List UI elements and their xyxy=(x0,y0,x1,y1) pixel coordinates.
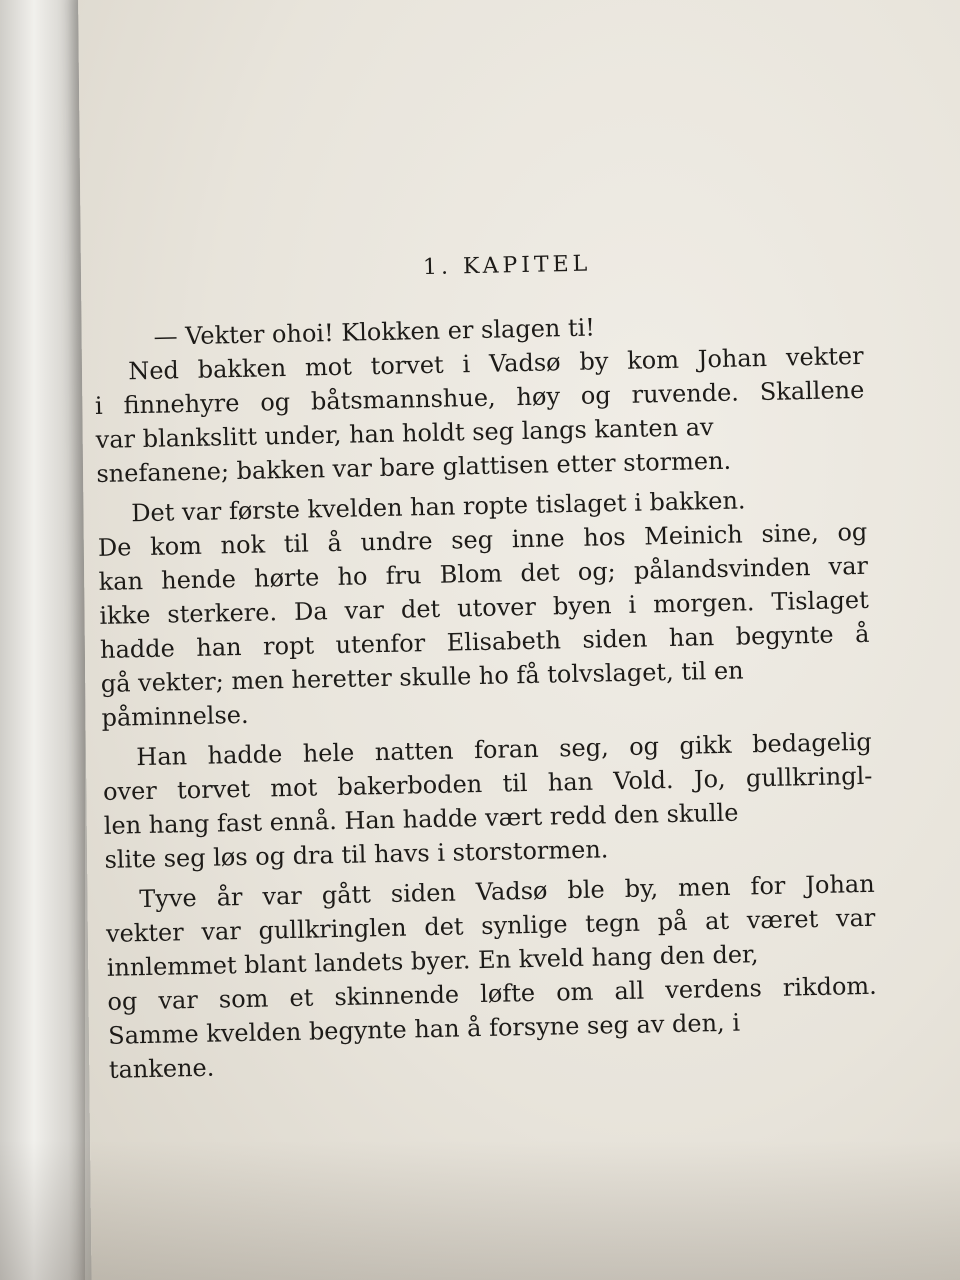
text-line: kan hende hørte ho fru Blom det og; pålandsvinden var xyxy=(98,551,869,596)
text-line: Han hadde hele natten foran seg, og gikk bedagelig xyxy=(136,727,872,772)
text-line: innlemmet blant landets byer. En kveld hang den der, xyxy=(106,940,759,982)
text-line: påminnelse. xyxy=(101,700,249,732)
paragraph xyxy=(97,480,902,735)
text-line: Tyve år var gått siden Vadsø ble by, men for Johan xyxy=(139,869,875,914)
text-line: var blankslitt under, han holdt seg langs kanten av xyxy=(95,413,714,454)
left-page-edge xyxy=(0,0,85,1280)
text-line: ikke sterkere. Da var det utover byen i morgen. Tislaget xyxy=(99,585,869,630)
text-line: Det var første kvelden han ropte tislaget i bakken. xyxy=(130,486,746,528)
text-line: Samme kvelden begynte han å forsyne seg av den, i xyxy=(107,1008,741,1050)
paragraph xyxy=(94,338,897,491)
text-line: hadde han ropt utenfor Elisabeth siden han begynte å xyxy=(99,619,870,664)
text-line: De kom nok til å undre seg inne hos Meinich sine, og xyxy=(97,517,868,562)
text-line: slite seg løs og dra til havs i storstormen. xyxy=(104,835,609,874)
text-line: tankene. xyxy=(108,1053,215,1084)
chapter-title: 1. KAPITEL xyxy=(422,251,592,281)
text-line: over torvet mot bakerboden til han Vold. Jo, gullkringl- xyxy=(102,761,873,806)
text-line: — Vekter ohoi! Klokken er slagen ti! xyxy=(153,313,596,351)
text-line: og var som et skinnende løfte om all verdens rikdom. xyxy=(107,971,878,1016)
paragraph xyxy=(105,866,909,1087)
text-line: i finnehyre og båtsmannshue, høy og ruvende. Skallene xyxy=(94,375,865,420)
text-line: gå vekter; men heretter skulle ho få tolvslaget, til en xyxy=(100,656,744,698)
text-line: Ned bakken mot torvet i Vadsø by kom Johan vekter xyxy=(128,341,864,386)
paragraph xyxy=(102,724,905,877)
text-line: snefanene; bakken var bare glattisen etter stormen. xyxy=(96,446,732,488)
text-line: vekter var gullkringlen det synlige tegn på at været var xyxy=(105,903,876,948)
text-line: len hang fast ennå. Han hadde vært redd den skulle xyxy=(103,798,739,840)
chapter-text xyxy=(92,245,909,1093)
body-text xyxy=(93,304,909,1093)
